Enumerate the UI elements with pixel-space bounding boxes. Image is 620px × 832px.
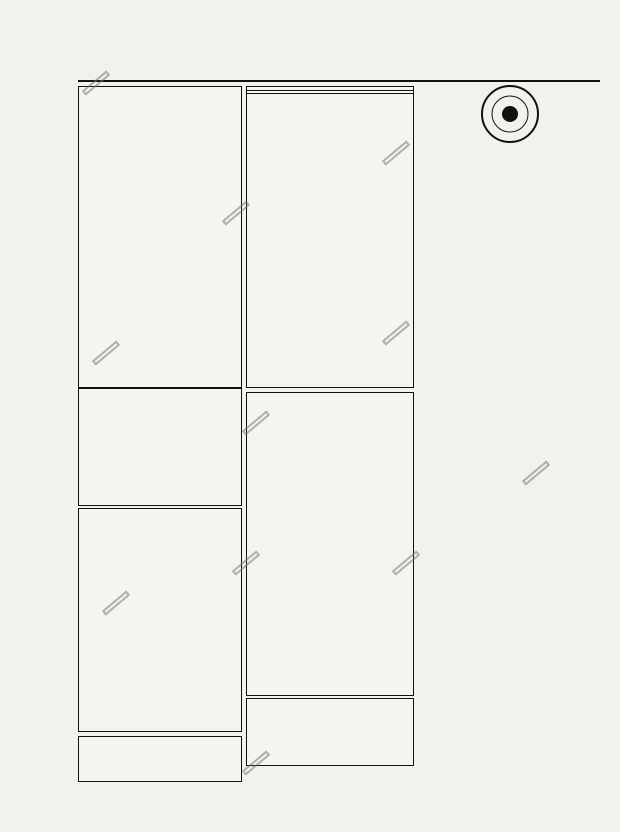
paridad-list — [247, 702, 413, 704]
divisas-source — [79, 512, 241, 516]
billetes-source — [247, 396, 413, 400]
mercado-divisas-box — [78, 508, 242, 732]
billetes-box — [246, 392, 414, 696]
alsinco-notice — [420, 384, 600, 714]
mercado-monetario-box — [78, 86, 242, 388]
mutua-notice — [420, 84, 600, 384]
mercado-monetario-list — [79, 90, 241, 92]
paridad-box — [246, 698, 414, 766]
recompra-total — [247, 95, 413, 97]
mutua-seal-icon — [480, 84, 540, 144]
interbancario-list — [79, 392, 241, 394]
ad-oro-inversor — [420, 730, 600, 780]
page-header — [78, 66, 600, 82]
mercado-interbancario-box — [78, 388, 242, 506]
ad-oro-ciod — [78, 736, 242, 782]
